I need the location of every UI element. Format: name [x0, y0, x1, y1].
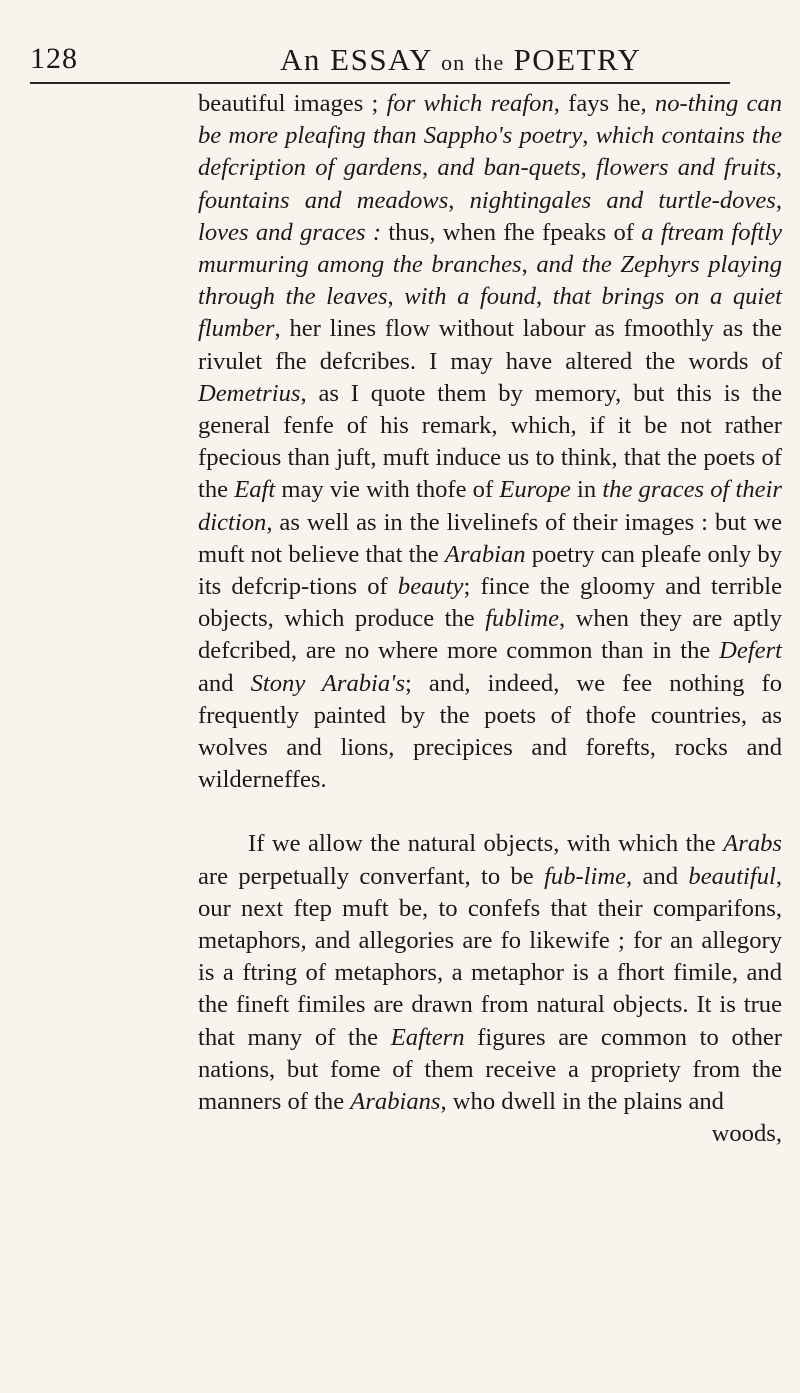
text-run: , our next ftep muft be, to confefs that their comparifons, metaphors, and allegories are fo likewife ; for an allegory is a ftring of metaphors, a metaphor is a fhort fimile, and the fineft fimiles are drawn from natural objects. It is true that many of the — [198, 862, 782, 1051]
text-run: are perpetually converfant, to be — [198, 862, 545, 890]
text-run: , — [448, 186, 470, 214]
italic-run: beauty — [397, 573, 464, 601]
italic-run: a ftream foftly murmuring among the branches — [198, 218, 782, 279]
italic-run: fublime — [485, 605, 559, 633]
italic-run: with a found — [404, 283, 536, 311]
text-run: , — [421, 154, 438, 182]
italic-run: and the Zephyrs playing through the leaves — [198, 251, 782, 311]
text-run: , when they are aptly defcribed, are no where more common than in the — [198, 605, 782, 665]
italic-run: nightingales and turtle-doves — [469, 186, 776, 214]
italic-run: the graces of their diction — [198, 476, 782, 536]
italic-run: loves and graces : — [198, 218, 382, 246]
italic-run: Stony Arabia's — [250, 669, 406, 697]
italic-run: Defert — [719, 637, 782, 665]
italic-run: Arabs — [723, 830, 782, 858]
italic-run: that brings on a quiet flumber — [198, 283, 782, 343]
italic-run: no‑thing can be more pleafing than Sappho's poetry — [198, 90, 782, 150]
text-run: ; fince the gloomy and terrible objects, which produce the — [198, 573, 782, 633]
text-run: If we allow the natural objects, with which the — [248, 830, 724, 858]
text-run: figures are common to other nations, but fome of them receive a propriety from the manners of the — [198, 1023, 782, 1116]
italic-run: fountains and meadows — [198, 186, 449, 214]
text-run: thus, when fhe fpeaks of — [381, 218, 642, 246]
italic-run: Arabian — [444, 540, 526, 568]
running-head: An ESSAY on the POETRY — [280, 42, 642, 77]
paragraph-1 — [198, 88, 782, 796]
italic-run: beautiful — [688, 862, 776, 890]
catchword: woods, — [711, 1120, 782, 1148]
text-run: , as well as in the livelinefs of their images : but we muft not believe that the — [198, 508, 782, 568]
text-run: , who dwell in the plains and — [440, 1088, 724, 1116]
text-run: , — [535, 283, 553, 311]
text-run: and — [198, 669, 251, 697]
italic-run: and ban‑quets — [437, 154, 581, 182]
italic-run: Arabians — [350, 1088, 441, 1116]
text-run: poetry can pleafe only by its defcrip‑tions of — [198, 540, 782, 601]
text-run: , — [580, 154, 597, 182]
text-run: may vie with thofe of — [275, 476, 500, 504]
text-run: , — [775, 186, 782, 214]
text-run: beautiful images ; — [198, 90, 387, 117]
text-run: , — [521, 251, 537, 279]
text-run: , fays he, — [553, 90, 655, 117]
page-number: 128 — [30, 42, 78, 75]
page-header — [30, 42, 730, 84]
italic-run: Europe — [499, 476, 571, 504]
italic-run: flowers and fruits — [596, 154, 776, 182]
italic-run: Eaftern — [390, 1023, 465, 1051]
text-run: , — [387, 283, 405, 311]
italic-run: for which reafon — [386, 90, 554, 117]
text-run: , — [775, 154, 782, 182]
text-run: , — [582, 122, 596, 150]
text-run: in — [570, 476, 603, 504]
italic-run: Demetrius — [198, 379, 301, 407]
italic-run: Eaft — [234, 476, 276, 504]
body-text — [198, 88, 782, 1151]
italic-run: fub‑lime — [544, 862, 627, 890]
italic-run: which contains the defcription of gardens — [198, 122, 782, 182]
text-run: ; and, indeed, we fee nothing fo frequently painted by the poets of thofe countries, as wolves and lions, precipices and forefts, rocks and wilderneffes. — [198, 669, 782, 794]
paragraph-2 — [198, 828, 782, 1118]
text-run: , her lines flow without labour as fmoothly as the rivulet fhe defcribes. I may have altered the words of — [198, 315, 782, 375]
text-run: , and — [626, 862, 689, 890]
text-run: , as I quote them by memory, but this is the general fenfe of his remark, which, if it be not rather fpecious than juft, muft induce us to think, that the poets of the — [198, 379, 782, 504]
